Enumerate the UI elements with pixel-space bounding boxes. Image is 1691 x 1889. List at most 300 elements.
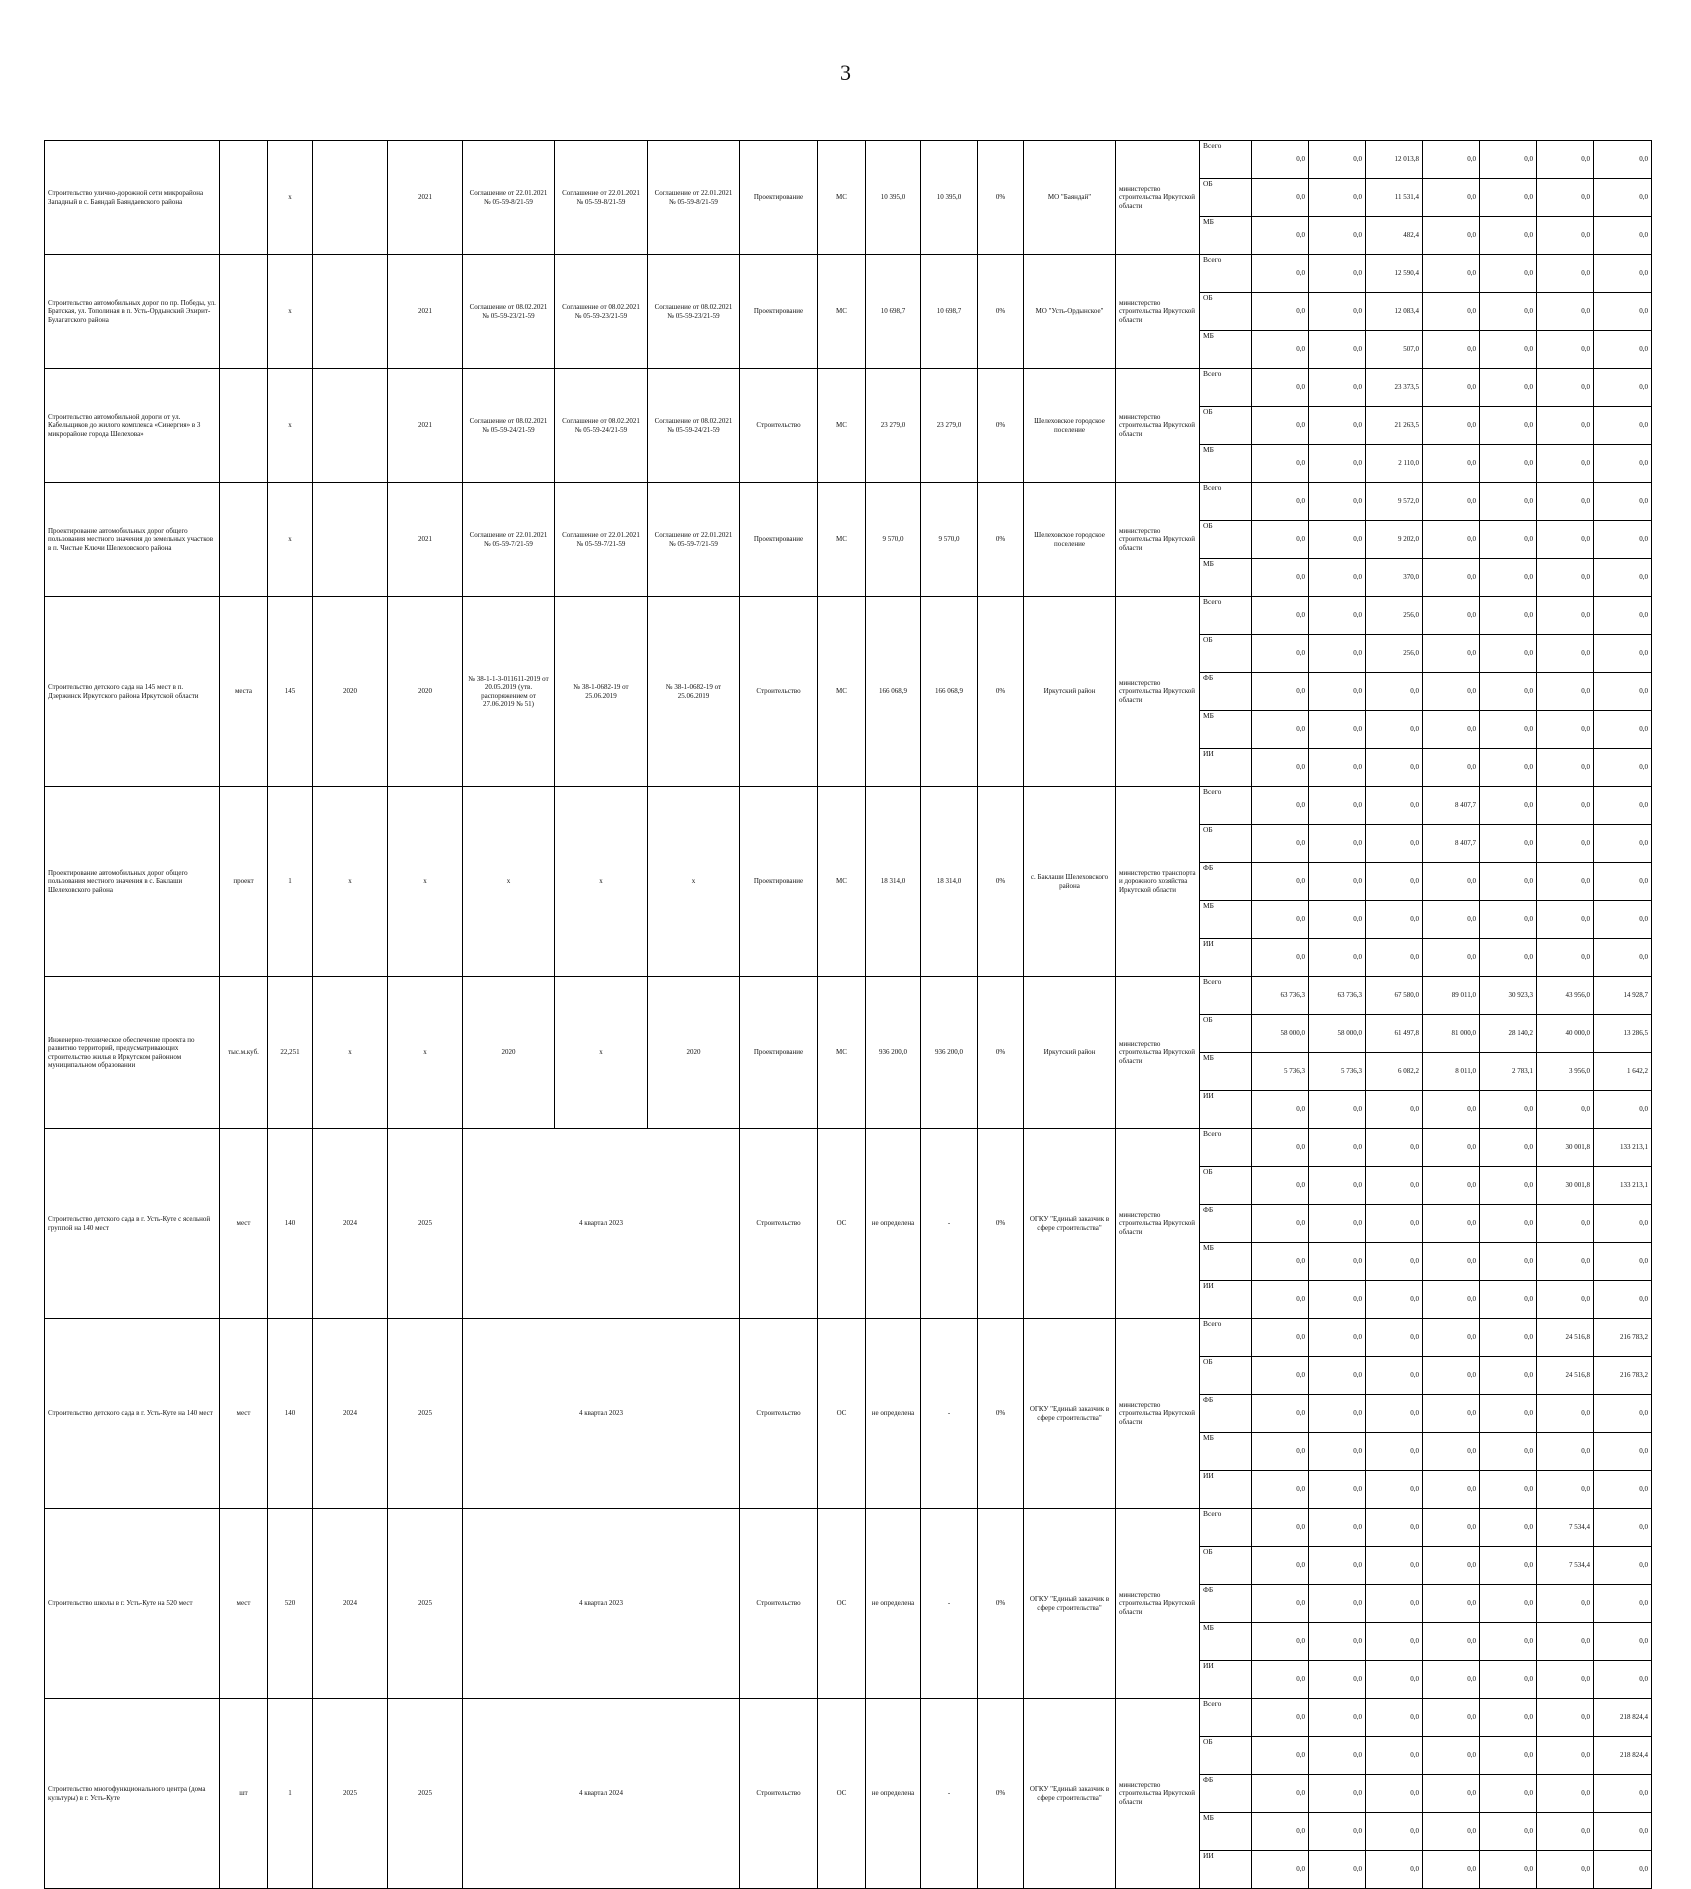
cost-cell: 9 570,0 xyxy=(921,483,978,597)
value-cell: 0,0 xyxy=(1309,1357,1366,1395)
year-end-cell: 2025 xyxy=(388,1699,463,1889)
year-end-cell: 2021 xyxy=(388,141,463,255)
value-cell: 0,0 xyxy=(1423,559,1480,597)
value-cell: 0,0 xyxy=(1366,1851,1423,1889)
value-cell: 0,0 xyxy=(1594,1661,1652,1699)
doc3-cell: Соглашение от 08.02.2021 № 05-59-23/21-59 xyxy=(648,255,740,369)
unit-cell: мест xyxy=(220,1319,268,1509)
value-cell: 30 923,3 xyxy=(1480,977,1537,1015)
value-cell: 0,0 xyxy=(1309,1623,1366,1661)
value-cell: 0,0 xyxy=(1309,1661,1366,1699)
value-cell: 0,0 xyxy=(1480,521,1537,559)
value-cell: 0,0 xyxy=(1423,1737,1480,1775)
funding-source-cell: ФБ xyxy=(1200,1205,1252,1243)
value-cell: 0,0 xyxy=(1423,673,1480,711)
value-cell: 0,0 xyxy=(1594,1281,1652,1319)
value-cell: 0,0 xyxy=(1252,1813,1309,1851)
value-cell: 0,0 xyxy=(1252,331,1309,369)
funding-source-cell: ОБ xyxy=(1200,1737,1252,1775)
value-cell: 0,0 xyxy=(1537,407,1594,445)
value-cell: 0,0 xyxy=(1366,863,1423,901)
value-cell: 0,0 xyxy=(1366,1471,1423,1509)
value-cell: 0,0 xyxy=(1309,863,1366,901)
funding-source-cell: Всего xyxy=(1200,1509,1252,1547)
value-cell: 23 373,5 xyxy=(1366,369,1423,407)
capacity-cell: x xyxy=(268,483,313,597)
value-cell: 0,0 xyxy=(1252,1737,1309,1775)
stage-cell: Проектирование xyxy=(740,141,818,255)
doc-merged-cell: 4 квартал 2023 xyxy=(463,1509,740,1699)
value-cell: 14 928,7 xyxy=(1594,977,1652,1015)
value-cell: 0,0 xyxy=(1309,1243,1366,1281)
value-cell: 0,0 xyxy=(1309,711,1366,749)
ministry-cell: министерство строительства Иркутской области xyxy=(1116,1129,1200,1319)
value-cell: 0,0 xyxy=(1537,749,1594,787)
value-cell: 0,0 xyxy=(1594,711,1652,749)
percent-cell: 0% xyxy=(978,977,1024,1129)
value-cell: 0,0 xyxy=(1537,1661,1594,1699)
value-cell: 0,0 xyxy=(1480,1091,1537,1129)
value-cell: 0,0 xyxy=(1309,1319,1366,1357)
value-cell: 0,0 xyxy=(1537,863,1594,901)
value-cell: 0,0 xyxy=(1594,1851,1652,1889)
value-cell: 0,0 xyxy=(1423,141,1480,179)
value-cell: 0,0 xyxy=(1309,255,1366,293)
capacity-cell: 22,251 xyxy=(268,977,313,1129)
value-cell: 0,0 xyxy=(1594,1813,1652,1851)
value-cell: 218 824,4 xyxy=(1594,1737,1652,1775)
capacity-cell: 145 xyxy=(268,597,313,787)
value-cell: 0,0 xyxy=(1594,369,1652,407)
value-cell: 133 213,1 xyxy=(1594,1167,1652,1205)
capacity-cell: x xyxy=(268,141,313,255)
value-cell: 0,0 xyxy=(1309,369,1366,407)
value-cell: 0,0 xyxy=(1594,635,1652,673)
value-cell: 0,0 xyxy=(1423,217,1480,255)
value-cell: 0,0 xyxy=(1537,787,1594,825)
unit-cell: места xyxy=(220,597,268,787)
value-cell: 0,0 xyxy=(1480,445,1537,483)
value-cell: 0,0 xyxy=(1366,1243,1423,1281)
value-cell: 40 000,0 xyxy=(1537,1015,1594,1053)
funding-source-cell: МБ xyxy=(1200,1053,1252,1091)
value-cell: 0,0 xyxy=(1252,559,1309,597)
percent-cell: 0% xyxy=(978,1699,1024,1889)
funding-source-cell: Всего xyxy=(1200,1319,1252,1357)
funding-source-cell: ОБ xyxy=(1200,407,1252,445)
value-cell: 0,0 xyxy=(1309,483,1366,521)
value-cell: 0,0 xyxy=(1537,1471,1594,1509)
value-cell: 0,0 xyxy=(1480,901,1537,939)
funding-source-cell: МБ xyxy=(1200,1243,1252,1281)
value-cell: 0,0 xyxy=(1480,1433,1537,1471)
value-cell: 0,0 xyxy=(1252,711,1309,749)
doc3-cell: Соглашение от 22.01.2021 № 05-59-7/21-59 xyxy=(648,483,740,597)
value-cell: 89 011,0 xyxy=(1423,977,1480,1015)
value-cell: 0,0 xyxy=(1537,445,1594,483)
customer-cell: ОГКУ "Единый заказчик в сфере строительства" xyxy=(1024,1129,1116,1319)
cost-cell: 10 395,0 xyxy=(921,141,978,255)
value-cell: 0,0 xyxy=(1252,825,1309,863)
funding-source-cell: МБ xyxy=(1200,1433,1252,1471)
value-cell: 28 140,2 xyxy=(1480,1015,1537,1053)
doc3-cell: Соглашение от 08.02.2021 № 05-59-24/21-59 xyxy=(648,369,740,483)
value-cell: 0,0 xyxy=(1537,483,1594,521)
value-cell: 0,0 xyxy=(1423,1395,1480,1433)
funding-source-cell: Всего xyxy=(1200,141,1252,179)
value-cell: 0,0 xyxy=(1366,1433,1423,1471)
value-cell: 0,0 xyxy=(1309,1775,1366,1813)
funding-source-cell: МБ xyxy=(1200,711,1252,749)
value-cell: 0,0 xyxy=(1423,749,1480,787)
value-cell: 0,0 xyxy=(1480,331,1537,369)
value-cell: 0,0 xyxy=(1594,559,1652,597)
value-cell: 0,0 xyxy=(1594,179,1652,217)
stage-cell: Строительство xyxy=(740,369,818,483)
value-cell: 0,0 xyxy=(1423,1471,1480,1509)
value-cell: 8 407,7 xyxy=(1423,825,1480,863)
ministry-cell: министерство строительства Иркутской области xyxy=(1116,597,1200,787)
ownership-cell: МС xyxy=(818,597,866,787)
value-cell: 5 736,3 xyxy=(1309,1053,1366,1091)
value-cell: 0,0 xyxy=(1252,787,1309,825)
value-cell: 0,0 xyxy=(1309,179,1366,217)
table-row xyxy=(45,483,1652,521)
value-cell: 0,0 xyxy=(1537,597,1594,635)
funding-source-cell: Всего xyxy=(1200,787,1252,825)
value-cell: 0,0 xyxy=(1252,1091,1309,1129)
value-cell: 0,0 xyxy=(1423,939,1480,977)
value-cell: 0,0 xyxy=(1309,1167,1366,1205)
value-cell: 0,0 xyxy=(1480,1775,1537,1813)
value-cell: 0,0 xyxy=(1537,1433,1594,1471)
funding-source-cell: Всего xyxy=(1200,1129,1252,1167)
doc2-cell: Соглашение от 08.02.2021 № 05-59-23/21-59 xyxy=(555,255,648,369)
ownership-cell: МС xyxy=(818,141,866,255)
value-cell: 0,0 xyxy=(1480,939,1537,977)
doc2-cell: № 38-1-0682-19 от 25.06.2019 xyxy=(555,597,648,787)
value-cell: 0,0 xyxy=(1594,1205,1652,1243)
value-cell: 0,0 xyxy=(1309,331,1366,369)
stage-cell: Проектирование xyxy=(740,255,818,369)
value-cell: 5 736,3 xyxy=(1252,1053,1309,1091)
value-cell: 0,0 xyxy=(1537,673,1594,711)
value-cell: 0,0 xyxy=(1366,1205,1423,1243)
value-cell: 0,0 xyxy=(1252,293,1309,331)
value-cell: 0,0 xyxy=(1423,1547,1480,1585)
value-cell: 0,0 xyxy=(1309,1585,1366,1623)
funding-source-cell: Всего xyxy=(1200,369,1252,407)
value-cell: 0,0 xyxy=(1366,1585,1423,1623)
unit-cell: проект xyxy=(220,787,268,977)
table-row xyxy=(45,977,1652,1015)
funding-source-cell: ОБ xyxy=(1200,179,1252,217)
value-cell: 58 000,0 xyxy=(1252,1015,1309,1053)
value-cell: 0,0 xyxy=(1366,825,1423,863)
cost-cell: 9 570,0 xyxy=(866,483,921,597)
value-cell: 0,0 xyxy=(1309,901,1366,939)
value-cell: 0,0 xyxy=(1594,1433,1652,1471)
value-cell: 0,0 xyxy=(1537,559,1594,597)
value-cell: 61 497,8 xyxy=(1366,1015,1423,1053)
value-cell: 0,0 xyxy=(1537,1205,1594,1243)
value-cell: 0,0 xyxy=(1252,1129,1309,1167)
object-name: Строительство детского сада на 145 мест в п. Дзержинск Иркутского района Иркутской области xyxy=(45,597,220,787)
funding-source-cell: ОБ xyxy=(1200,825,1252,863)
table-row xyxy=(45,1129,1652,1167)
object-name: Проектирование автомобильных дорог общего пользования местного значения до земельных участков в п. Чистые Ключи Шелеховского района xyxy=(45,483,220,597)
cost-cell: 18 314,0 xyxy=(921,787,978,977)
value-cell: 0,0 xyxy=(1309,293,1366,331)
ownership-cell: МС xyxy=(818,483,866,597)
table-row xyxy=(45,255,1652,293)
value-cell: 0,0 xyxy=(1309,217,1366,255)
value-cell: 0,0 xyxy=(1309,1471,1366,1509)
doc1-cell: 2020 xyxy=(463,977,555,1129)
value-cell: 0,0 xyxy=(1594,1775,1652,1813)
funding-source-cell: Всего xyxy=(1200,483,1252,521)
value-cell: 8 407,7 xyxy=(1423,787,1480,825)
doc-merged-cell: 4 квартал 2023 xyxy=(463,1319,740,1509)
value-cell: 0,0 xyxy=(1423,1281,1480,1319)
value-cell: 0,0 xyxy=(1480,217,1537,255)
stage-cell: Строительство xyxy=(740,1129,818,1319)
funding-source-cell: МБ xyxy=(1200,559,1252,597)
value-cell: 0,0 xyxy=(1480,1319,1537,1357)
value-cell: 0,0 xyxy=(1537,179,1594,217)
ownership-cell: МС xyxy=(818,255,866,369)
year-end-cell: 2021 xyxy=(388,255,463,369)
doc1-cell: Соглашение от 08.02.2021 № 05-59-24/21-59 xyxy=(463,369,555,483)
value-cell: 0,0 xyxy=(1309,407,1366,445)
year-start-cell: 2024 xyxy=(313,1129,388,1319)
investment-table xyxy=(44,140,1652,1889)
ministry-cell: министерство строительства Иркутской области xyxy=(1116,369,1200,483)
value-cell: 58 000,0 xyxy=(1309,1015,1366,1053)
cost-cell: 10 698,7 xyxy=(921,255,978,369)
cost-cell: не определена xyxy=(866,1509,921,1699)
value-cell: 0,0 xyxy=(1537,293,1594,331)
value-cell: 2 110,0 xyxy=(1366,445,1423,483)
capacity-cell: x xyxy=(268,255,313,369)
value-cell: 0,0 xyxy=(1252,635,1309,673)
doc3-cell: x xyxy=(648,787,740,977)
cost-cell: не определена xyxy=(866,1129,921,1319)
value-cell: 0,0 xyxy=(1252,1547,1309,1585)
unit-cell xyxy=(220,141,268,255)
value-cell: 0,0 xyxy=(1252,1699,1309,1737)
value-cell: 0,0 xyxy=(1309,673,1366,711)
value-cell: 0,0 xyxy=(1309,559,1366,597)
value-cell: 0,0 xyxy=(1423,1623,1480,1661)
funding-source-cell: ФБ xyxy=(1200,1585,1252,1623)
value-cell: 0,0 xyxy=(1252,673,1309,711)
cost-cell: - xyxy=(921,1509,978,1699)
value-cell: 0,0 xyxy=(1366,1167,1423,1205)
value-cell: 0,0 xyxy=(1366,787,1423,825)
value-cell: 0,0 xyxy=(1252,1281,1309,1319)
value-cell: 0,0 xyxy=(1537,1243,1594,1281)
value-cell: 0,0 xyxy=(1252,1661,1309,1699)
object-name: Строительство автомобильных дорог по пр. Победы, ул. Братская, ул. Тополиная в п. Усть-Ордынский Эхирит-Булагатского района xyxy=(45,255,220,369)
value-cell: 0,0 xyxy=(1480,141,1537,179)
value-cell: 0,0 xyxy=(1594,597,1652,635)
value-cell: 24 516,8 xyxy=(1537,1319,1594,1357)
value-cell: 0,0 xyxy=(1309,1395,1366,1433)
value-cell: 0,0 xyxy=(1537,635,1594,673)
value-cell: 0,0 xyxy=(1309,1205,1366,1243)
object-name: Строительство улично-дорожной сети микрорайона Западный в с. Баяндай Баяндаевского района xyxy=(45,141,220,255)
value-cell: 0,0 xyxy=(1309,1851,1366,1889)
funding-source-cell: ОБ xyxy=(1200,521,1252,559)
value-cell: 13 286,5 xyxy=(1594,1015,1652,1053)
value-cell: 0,0 xyxy=(1252,1471,1309,1509)
table-row xyxy=(45,1319,1652,1357)
value-cell: 0,0 xyxy=(1594,331,1652,369)
year-end-cell: 2021 xyxy=(388,369,463,483)
ministry-cell: министерство строительства Иркутской области xyxy=(1116,1319,1200,1509)
customer-cell: ОГКУ "Единый заказчик в сфере строительства" xyxy=(1024,1509,1116,1699)
value-cell: 0,0 xyxy=(1537,1281,1594,1319)
cost-cell: 166 068,9 xyxy=(921,597,978,787)
year-end-cell: 2025 xyxy=(388,1129,463,1319)
value-cell: 0,0 xyxy=(1594,749,1652,787)
value-cell: 0,0 xyxy=(1594,673,1652,711)
value-cell: 0,0 xyxy=(1594,407,1652,445)
doc2-cell: x xyxy=(555,787,648,977)
value-cell: 0,0 xyxy=(1309,1509,1366,1547)
value-cell: 0,0 xyxy=(1309,1737,1366,1775)
year-start-cell: 2020 xyxy=(313,597,388,787)
ministry-cell: министерство строительства Иркутской области xyxy=(1116,1699,1200,1889)
value-cell: 0,0 xyxy=(1594,141,1652,179)
value-cell: 24 516,8 xyxy=(1537,1357,1594,1395)
value-cell: 0,0 xyxy=(1480,635,1537,673)
value-cell: 0,0 xyxy=(1423,635,1480,673)
value-cell: 0,0 xyxy=(1423,901,1480,939)
cost-cell: не определена xyxy=(866,1319,921,1509)
value-cell: 0,0 xyxy=(1594,825,1652,863)
capacity-cell: 140 xyxy=(268,1129,313,1319)
customer-cell: МО "Баяндай" xyxy=(1024,141,1116,255)
funding-source-cell: ИИ xyxy=(1200,1471,1252,1509)
table-row xyxy=(45,141,1652,179)
ownership-cell: ОС xyxy=(818,1699,866,1889)
cost-cell: 936 200,0 xyxy=(866,977,921,1129)
doc2-cell: x xyxy=(555,977,648,1129)
cost-cell: 166 068,9 xyxy=(866,597,921,787)
value-cell: 0,0 xyxy=(1480,1813,1537,1851)
object-name: Инженерно-техническое обеспечение проекта по развитию территорий, предусматривающих строительство жилья в Иркутском районном муниципальном образовании xyxy=(45,977,220,1129)
value-cell: 0,0 xyxy=(1537,217,1594,255)
year-start-cell: x xyxy=(313,977,388,1129)
value-cell: 0,0 xyxy=(1480,787,1537,825)
doc1-cell: Соглашение от 08.02.2021 № 05-59-23/21-59 xyxy=(463,255,555,369)
value-cell: 0,0 xyxy=(1252,1395,1309,1433)
value-cell: 0,0 xyxy=(1423,1661,1480,1699)
value-cell: 12 013,8 xyxy=(1366,141,1423,179)
year-end-cell: 2025 xyxy=(388,1509,463,1699)
customer-cell: Шелеховское городское поселение xyxy=(1024,483,1116,597)
value-cell: 21 263,5 xyxy=(1366,407,1423,445)
value-cell: 0,0 xyxy=(1423,483,1480,521)
funding-source-cell: ОБ xyxy=(1200,1015,1252,1053)
value-cell: 81 000,0 xyxy=(1423,1015,1480,1053)
year-end-cell: 2020 xyxy=(388,597,463,787)
value-cell: 0,0 xyxy=(1366,711,1423,749)
value-cell: 0,0 xyxy=(1423,1509,1480,1547)
customer-cell: МО "Усть-Ордынское" xyxy=(1024,255,1116,369)
unit-cell xyxy=(220,369,268,483)
value-cell: 133 213,1 xyxy=(1594,1129,1652,1167)
funding-source-cell: ФБ xyxy=(1200,1775,1252,1813)
value-cell: 0,0 xyxy=(1309,787,1366,825)
value-cell: 0,0 xyxy=(1423,1167,1480,1205)
doc1-cell: № 38-1-1-3-011611-2019 от 20.05.2019 (утв. распоряжением от 27.06.2019 № 51) xyxy=(463,597,555,787)
funding-source-cell: ИИ xyxy=(1200,939,1252,977)
doc3-cell: Соглашение от 22.01.2021 № 05-59-8/21-59 xyxy=(648,141,740,255)
value-cell: 0,0 xyxy=(1480,1623,1537,1661)
funding-source-cell: ОБ xyxy=(1200,635,1252,673)
value-cell: 0,0 xyxy=(1537,825,1594,863)
value-cell: 0,0 xyxy=(1480,1851,1537,1889)
object-name: Строительство школы в г. Усть-Куте на 520 мест xyxy=(45,1509,220,1699)
cost-cell: 23 279,0 xyxy=(921,369,978,483)
value-cell: 0,0 xyxy=(1423,1699,1480,1737)
doc3-cell: 2020 xyxy=(648,977,740,1129)
value-cell: 0,0 xyxy=(1594,863,1652,901)
value-cell: 0,0 xyxy=(1252,1775,1309,1813)
year-end-cell: 2025 xyxy=(388,1319,463,1509)
percent-cell: 0% xyxy=(978,141,1024,255)
value-cell: 0,0 xyxy=(1480,749,1537,787)
value-cell: 0,0 xyxy=(1423,1433,1480,1471)
stage-cell: Строительство xyxy=(740,597,818,787)
value-cell: 0,0 xyxy=(1423,1775,1480,1813)
funding-source-cell: ИИ xyxy=(1200,1851,1252,1889)
stage-cell: Строительство xyxy=(740,1509,818,1699)
funding-source-cell: МБ xyxy=(1200,1623,1252,1661)
value-cell: 0,0 xyxy=(1252,445,1309,483)
funding-source-cell: ФБ xyxy=(1200,863,1252,901)
value-cell: 0,0 xyxy=(1480,407,1537,445)
percent-cell: 0% xyxy=(978,483,1024,597)
value-cell: 0,0 xyxy=(1252,1319,1309,1357)
value-cell: 7 534,4 xyxy=(1537,1509,1594,1547)
table-row xyxy=(45,369,1652,407)
value-cell: 0,0 xyxy=(1480,1737,1537,1775)
object-name: Строительство детского сада в г. Усть-Куте с ясельной группой на 140 мест xyxy=(45,1129,220,1319)
capacity-cell: x xyxy=(268,369,313,483)
value-cell: 0,0 xyxy=(1594,901,1652,939)
value-cell: 0,0 xyxy=(1423,293,1480,331)
value-cell: 6 082,2 xyxy=(1366,1053,1423,1091)
value-cell: 0,0 xyxy=(1366,901,1423,939)
value-cell: 0,0 xyxy=(1423,1851,1480,1889)
capacity-cell: 140 xyxy=(268,1319,313,1509)
value-cell: 0,0 xyxy=(1480,483,1537,521)
value-cell: 0,0 xyxy=(1423,1813,1480,1851)
stage-cell: Проектирование xyxy=(740,787,818,977)
unit-cell: шт xyxy=(220,1699,268,1889)
value-cell: 0,0 xyxy=(1423,255,1480,293)
value-cell: 0,0 xyxy=(1537,255,1594,293)
funding-source-cell: ФБ xyxy=(1200,1395,1252,1433)
funding-source-cell: МБ xyxy=(1200,217,1252,255)
value-cell: 0,0 xyxy=(1480,179,1537,217)
value-cell: 0,0 xyxy=(1480,369,1537,407)
stage-cell: Строительство xyxy=(740,1699,818,1889)
